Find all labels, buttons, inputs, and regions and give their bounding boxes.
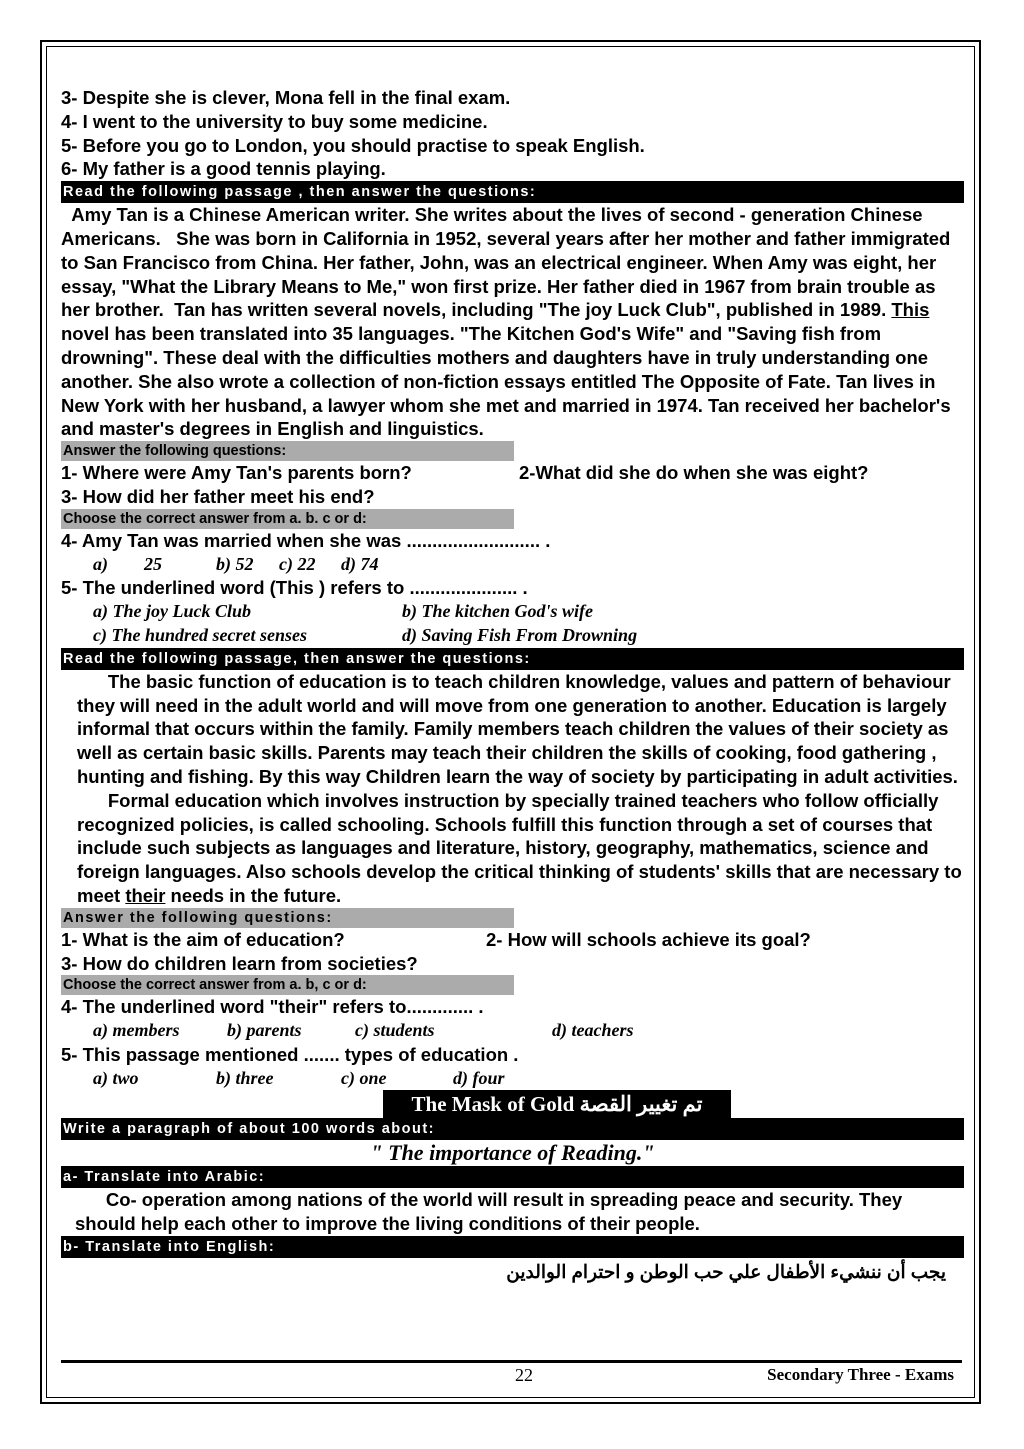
- option-d: d) teachers: [552, 1020, 634, 1041]
- option-b: b) The kitchen God's wife: [402, 601, 593, 622]
- sentence-5: 5- Before you go to London, you should practise to speak English.: [61, 134, 645, 156]
- sentence-6: 6- My father is a good tennis playing.: [61, 158, 386, 180]
- footer-rule: [61, 1360, 962, 1363]
- option-d: d) four: [453, 1067, 505, 1088]
- passage1-q4-options: [61, 553, 964, 577]
- passage2-q4: 4- The underlined word "their" refers to............. .: [61, 996, 484, 1018]
- passage1-choose-header: Choose the correct answer from a. b. c or d:: [61, 509, 514, 529]
- translate-english-header: b- Translate into English:: [61, 1236, 964, 1258]
- passage2-q1: 1- What is the aim of education?: [61, 928, 345, 950]
- passage1-header: Read the following passage , then answer the questions:: [61, 181, 964, 203]
- page-number: 22: [515, 1365, 533, 1385]
- paragraph-header: Write a paragraph of about 100 words about:: [61, 1118, 964, 1140]
- passage2-para2-b: needs in the future.: [165, 884, 342, 906]
- option-a: a) The joy Luck Club: [93, 601, 251, 622]
- sentence-3: 3- Despite she is clever, Mona fell in the final exam.: [61, 87, 511, 108]
- passage2-para1: The basic function of education is to teach children knowledge, values and pattern of behaviour they will need in the adult world and will move from one generation to another. Education is largely informal that occurs within the family. Family members teach children the values of their society as well as certain basic skills. Parents may teach their children the skills of cooking, food gathering , hunting and fishing. By this way Children learn the way of society by participating in adult activities.: [77, 670, 958, 787]
- passage2-q5: 5- This passage mentioned ....... types of education .: [61, 1043, 519, 1065]
- story-banner-row: [61, 1090, 964, 1118]
- option-c: c) students: [355, 1020, 435, 1041]
- option-b: b) three: [216, 1067, 274, 1088]
- passage2-answer-header: Answer the following questions:: [61, 908, 514, 928]
- option-c: c) one: [341, 1067, 387, 1088]
- passage2-q3: 3- How do children learn from societies?: [61, 952, 418, 974]
- passage1-answer-header: Answer the following questions:: [61, 441, 514, 461]
- passage2-q4-options: [61, 1019, 964, 1043]
- passage1-q4: 4- Amy Tan was married when she was .......................... .: [61, 529, 551, 551]
- passage2-header: Read the following passage, then answer the questions:: [61, 648, 964, 670]
- passage2-q5-options: [61, 1067, 964, 1091]
- option-a: a) two: [93, 1067, 139, 1088]
- option-a: a) 25: [93, 553, 162, 574]
- translate-arabic-text: Co- operation among nations of the world will result in spreading peace and security. They should help each other to improve the living conditions of their people.: [75, 1189, 908, 1235]
- passage1-q2: 2-What did she do when she was eight?: [519, 462, 869, 484]
- option-b: b) parents: [227, 1020, 302, 1041]
- passage1-q5-options-row1: [61, 600, 964, 624]
- passage2-para2: [61, 789, 967, 908]
- passage2-q2: 2- How will schools achieve its goal?: [486, 928, 811, 950]
- passage1-q3: 3- How did her father meet his end?: [61, 485, 375, 507]
- passage2-choose-header: Choose the correct answer from a. b, c or d:: [61, 975, 514, 995]
- passage1-questions-row: [61, 461, 964, 485]
- translate-english-text: يجب أن ننشيء الأطفال علي حب الوطن و احترام الوالدين: [506, 1261, 946, 1283]
- passage1-q5-options-row2: [61, 624, 964, 648]
- option-a: a) members: [93, 1020, 180, 1041]
- option-c: c) The hundred secret senses: [93, 624, 307, 645]
- passage2-para2-a: Formal education which involves instruction by specially trained teachers who follow officially recognized policies, is called schooling. Schools fulfill this function through a set of courses that include such subjects as languages and literature, history, geography, mathematics, science and foreign languages. Also schools develop the critical thinking of students' skills that are necessary to meet: [77, 789, 967, 906]
- option-d: d) 74: [341, 553, 379, 574]
- passage1-underlined-word: This: [891, 299, 930, 321]
- sentence-4: 4- I went to the university to buy some medicine.: [61, 110, 488, 132]
- passage1-q5: 5- The underlined word (This ) refers to ..................... .: [61, 577, 528, 599]
- passage1-text: [61, 203, 964, 441]
- paragraph-topic: " The importance of Reading.": [370, 1140, 655, 1166]
- footer-title: Secondary Three - Exams: [767, 1365, 954, 1384]
- exam-content: [61, 86, 967, 1286]
- translate-arabic-header: a- Translate into Arabic:: [61, 1166, 964, 1188]
- passage2-underlined-word: their: [125, 884, 166, 906]
- option-b: b) 52: [216, 553, 254, 574]
- option-c: c) 22: [279, 553, 316, 574]
- option-d: d) Saving Fish From Drowning: [402, 624, 638, 645]
- passage2-questions-row: [61, 928, 964, 952]
- passage1-q1: 1- Where were Amy Tan's parents born?: [61, 462, 412, 484]
- story-banner: The Mask of Gold تم تغيير القصة: [383, 1090, 731, 1118]
- passage1-text-b: novel has been translated into 35 languages. "The Kitchen God's Wife" and "Saving fish from drowning". These deal with the difficulties mothers and daughters have in truly understanding one another. She also wrote a collection of non-fiction essays entitled The Opposite of Fate. Tan lives in New York with her husband, a lawyer whom she met and married in 1974. Tan received her bachelor's and master's degrees in English and linguistics.: [61, 299, 956, 440]
- passage1-text-a: Amy Tan is a Chinese American writer. She writes about the lives of second - generation Chinese Americans. She was born in California in 1952, several years after her mother and father immigrated to San Francisco from China. Her father, John, was an electrical engineer. When Amy was eight, her essay, "What the Library Means to Me," won first prize. Her father died in 1967 from brain trouble as her brother. Tan has written several novels, including "The joy Luck Club", published in 1989.: [61, 204, 956, 321]
